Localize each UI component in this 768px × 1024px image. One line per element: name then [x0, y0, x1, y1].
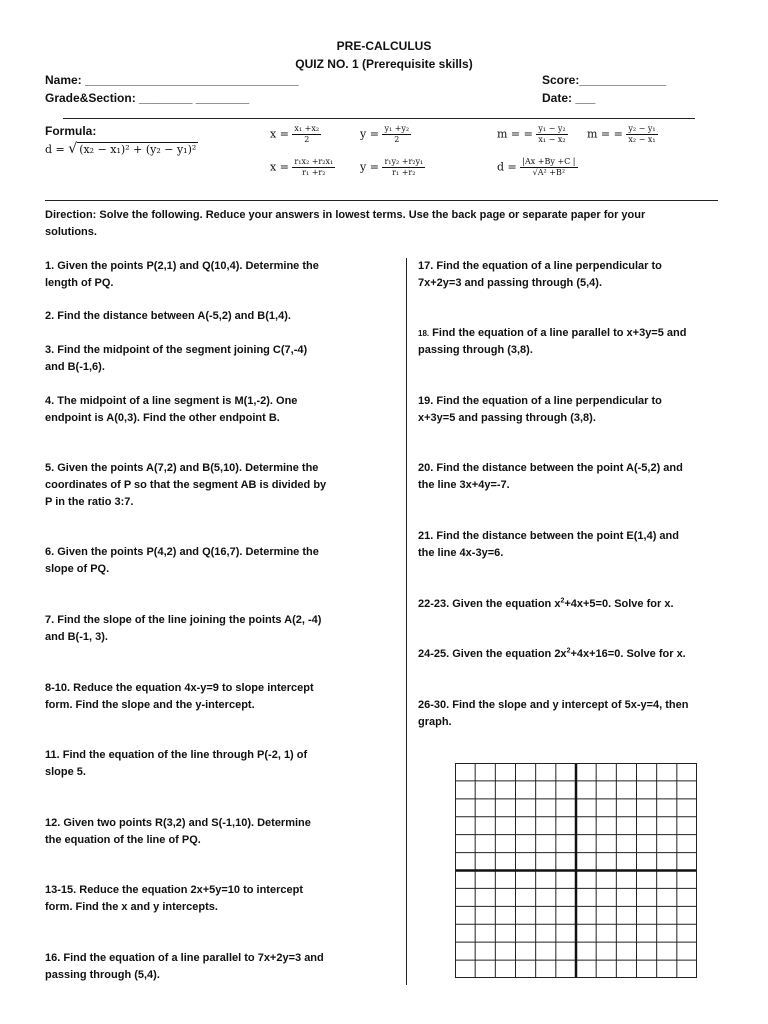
slope-formula-1	[497, 124, 568, 145]
question-11-line-2: slope 5.	[45, 766, 86, 778]
question-22-23-text-end: +4x+5=0. Solve for x.	[564, 598, 674, 610]
question-8-10-line-2: form. Find the slope and the y-intercept.	[45, 699, 255, 711]
midpoint-x-formula	[270, 124, 321, 145]
midpoint-x-lhs: x =	[270, 127, 293, 141]
question-4-line-2: endpoint is A(0,3). Find the other endpoint B.	[45, 412, 280, 424]
question-26-30	[418, 697, 718, 731]
ratio-x-lhs: x =	[270, 160, 293, 174]
slope-1-denominator: x₁ − x₂	[538, 135, 566, 144]
ratio-y-lhs: y =	[360, 160, 383, 174]
question-12-line-1: 12. Given two points R(3,2) and S(-1,10). Determine	[45, 817, 311, 829]
name-field[interactable]: Name: ________________________________	[45, 73, 299, 87]
point-line-distance-lhs: d =	[497, 160, 521, 174]
question-26-30-line-2: graph.	[418, 716, 452, 728]
question-20-line-2: the line 3x+4y=-7.	[418, 479, 510, 491]
ratio-y-numerator: r₁y₂ +r₂y₁	[384, 157, 424, 166]
question-17	[418, 258, 718, 292]
distance-formula: d = √ (x₂ − x₁)² + (y₂ − y₁)²	[45, 141, 197, 157]
question-17-line-2: 7x+2y=3 and passing through (5,4).	[418, 277, 602, 289]
midpoint-y-formula	[360, 124, 411, 145]
question-16-line-2: passing through (5,4).	[45, 969, 160, 981]
ratio-y-denominator: r₁ +r₂	[392, 168, 416, 177]
question-24-25-exponent: 2	[566, 647, 571, 655]
question-3-line-1: 3. Find the midpoint of the segment joining C(7,-4)	[45, 344, 308, 356]
question-7-line-1: 7. Find the slope of the line joining the points A(2, -4)	[45, 614, 322, 626]
question-7-line-2: and B(-1, 3).	[45, 631, 108, 643]
question-24-25-text: 24-25. Given the equation 2x	[418, 648, 567, 660]
question-19-line-2: x+3y=5 and passing through (3,8).	[418, 412, 596, 424]
slope-1-lhs: m = =	[497, 127, 537, 141]
question-18-line-1	[418, 325, 718, 342]
question-11	[45, 747, 365, 781]
ratio-y-formula	[360, 157, 425, 178]
slope-2-lhs: m = =	[587, 127, 627, 141]
question-11-line-1: 11. Find the equation of the line through P(-2, 1) of	[45, 749, 308, 761]
header-divider	[63, 118, 695, 119]
directions-line-1: Direction: Solve the following. Reduce your answers in lowest terms. Use the back page or separate paper for your	[45, 209, 646, 221]
question-18-line-2: passing through (3,8).	[418, 344, 533, 356]
slope-2-denominator: x₂ − x₁	[628, 135, 656, 144]
distance-formula-lhs: d =	[45, 143, 69, 156]
question-3-line-2: and B(-1,6).	[45, 361, 105, 373]
formula-label: Formula:	[45, 124, 97, 138]
ratio-x-denominator: r₁ +r₂	[302, 168, 326, 177]
question-21-line-2: the line 4x-3y=6.	[418, 547, 504, 559]
question-26-30-line-1: 26-30. Find the slope and y intercept of 5x-y=4, then	[418, 699, 689, 711]
formula-divider	[45, 200, 718, 201]
question-12	[45, 815, 365, 849]
question-8-10-line-1: 8-10. Reduce the equation 4x-y=9 to slope intercept	[45, 682, 314, 694]
slope-2-numerator: y₂ − y₁	[628, 124, 656, 133]
question-21-line-1: 21. Find the distance between the point E(1,4) and	[418, 530, 679, 542]
question-3	[45, 342, 365, 376]
question-1-line-1: 1. Given the points P(2,1) and Q(10,4). Determine the	[45, 260, 319, 272]
question-2-line-1: 2. Find the distance between A(-5,2) and B(1,4).	[45, 310, 291, 322]
question-17-line-1: 17. Find the equation of a line perpendicular to	[418, 260, 662, 272]
column-divider	[406, 258, 407, 985]
question-12-line-2: the equation of the line of PQ.	[45, 834, 201, 846]
question-2	[45, 308, 365, 325]
grade-section-field[interactable]: Grade&Section: ________ ________	[45, 91, 250, 105]
question-20	[418, 460, 718, 494]
midpoint-x-denominator: 2	[304, 135, 310, 144]
question-13-15-line-2: form. Find the x and y intercepts.	[45, 901, 218, 913]
question-6	[45, 544, 365, 578]
midpoint-y-numerator: y₁ +y₂	[384, 124, 410, 133]
question-21	[418, 528, 718, 562]
question-18	[418, 325, 718, 359]
question-24-25	[418, 646, 718, 663]
directions	[45, 207, 725, 241]
directions-line-2: solutions.	[45, 226, 97, 238]
question-5	[45, 460, 365, 511]
midpoint-y-denominator: 2	[394, 135, 400, 144]
question-13-15-line-1: 13-15. Reduce the equation 2x+5y=10 to intercept	[45, 884, 303, 896]
question-4	[45, 393, 365, 427]
date-field[interactable]: Date: ___	[542, 91, 596, 105]
question-6-line-1: 6. Given the points P(4,2) and Q(16,7). Determine the	[45, 546, 319, 558]
ratio-x-formula	[270, 157, 335, 178]
question-18-number: 18.	[418, 329, 430, 338]
question-8-10	[45, 680, 365, 714]
question-22-23-exponent: 2	[560, 597, 565, 605]
question-1	[45, 258, 365, 292]
graph-grid[interactable]	[455, 763, 697, 978]
slope-formula-2	[587, 124, 658, 145]
slope-1-numerator: y₁ − y₂	[538, 124, 566, 133]
point-line-distance-numerator: |Ax +By +C |	[522, 157, 576, 166]
question-16-line-1: 16. Find the equation of a line parallel to 7x+2y=3 and	[45, 952, 324, 964]
question-19-line-1: 19. Find the equation of a line perpendicular to	[418, 395, 662, 407]
score-field[interactable]: Score:_____________	[542, 73, 667, 87]
ratio-x-numerator: r₁x₂ +r₂x₁	[294, 157, 334, 166]
question-16	[45, 950, 365, 984]
question-5-line-3: P in the ratio 3:7.	[45, 496, 134, 508]
point-line-distance-denominator: √A² +B²	[532, 168, 566, 177]
question-1-line-2: length of PQ.	[45, 277, 114, 289]
question-24-25-text-end: +4x+16=0. Solve for x.	[570, 648, 686, 660]
question-5-line-1: 5. Given the points A(7,2) and B(5,10). Determine the	[45, 462, 319, 474]
midpoint-y-lhs: y =	[360, 127, 383, 141]
question-6-line-2: slope of PQ.	[45, 563, 110, 575]
question-18-text: Find the equation of a line parallel to x+3y=5 and	[429, 327, 687, 339]
question-22-23	[418, 596, 718, 613]
distance-formula-radicand: (x₂ − x₁)² + (y₂ − y₁)²	[79, 143, 197, 156]
question-19	[418, 393, 718, 427]
quiz-subject-title: PRE-CALCULUS	[336, 39, 432, 53]
question-7	[45, 612, 365, 646]
question-13-15	[45, 882, 365, 916]
point-line-distance-formula	[497, 157, 578, 178]
question-5-line-2: coordinates of P so that the segment AB is divided by	[45, 479, 327, 491]
quiz-title: QUIZ NO. 1 (Prerequisite skills)	[295, 57, 473, 71]
question-4-line-1: 4. The midpoint of a line segment is M(1,-2). One	[45, 395, 298, 407]
question-22-23-text: 22-23. Given the equation x	[418, 598, 561, 610]
question-20-line-1: 20. Find the distance between the point A(-5,2) and	[418, 462, 683, 474]
midpoint-x-numerator: x₁ +x₂	[294, 124, 320, 133]
